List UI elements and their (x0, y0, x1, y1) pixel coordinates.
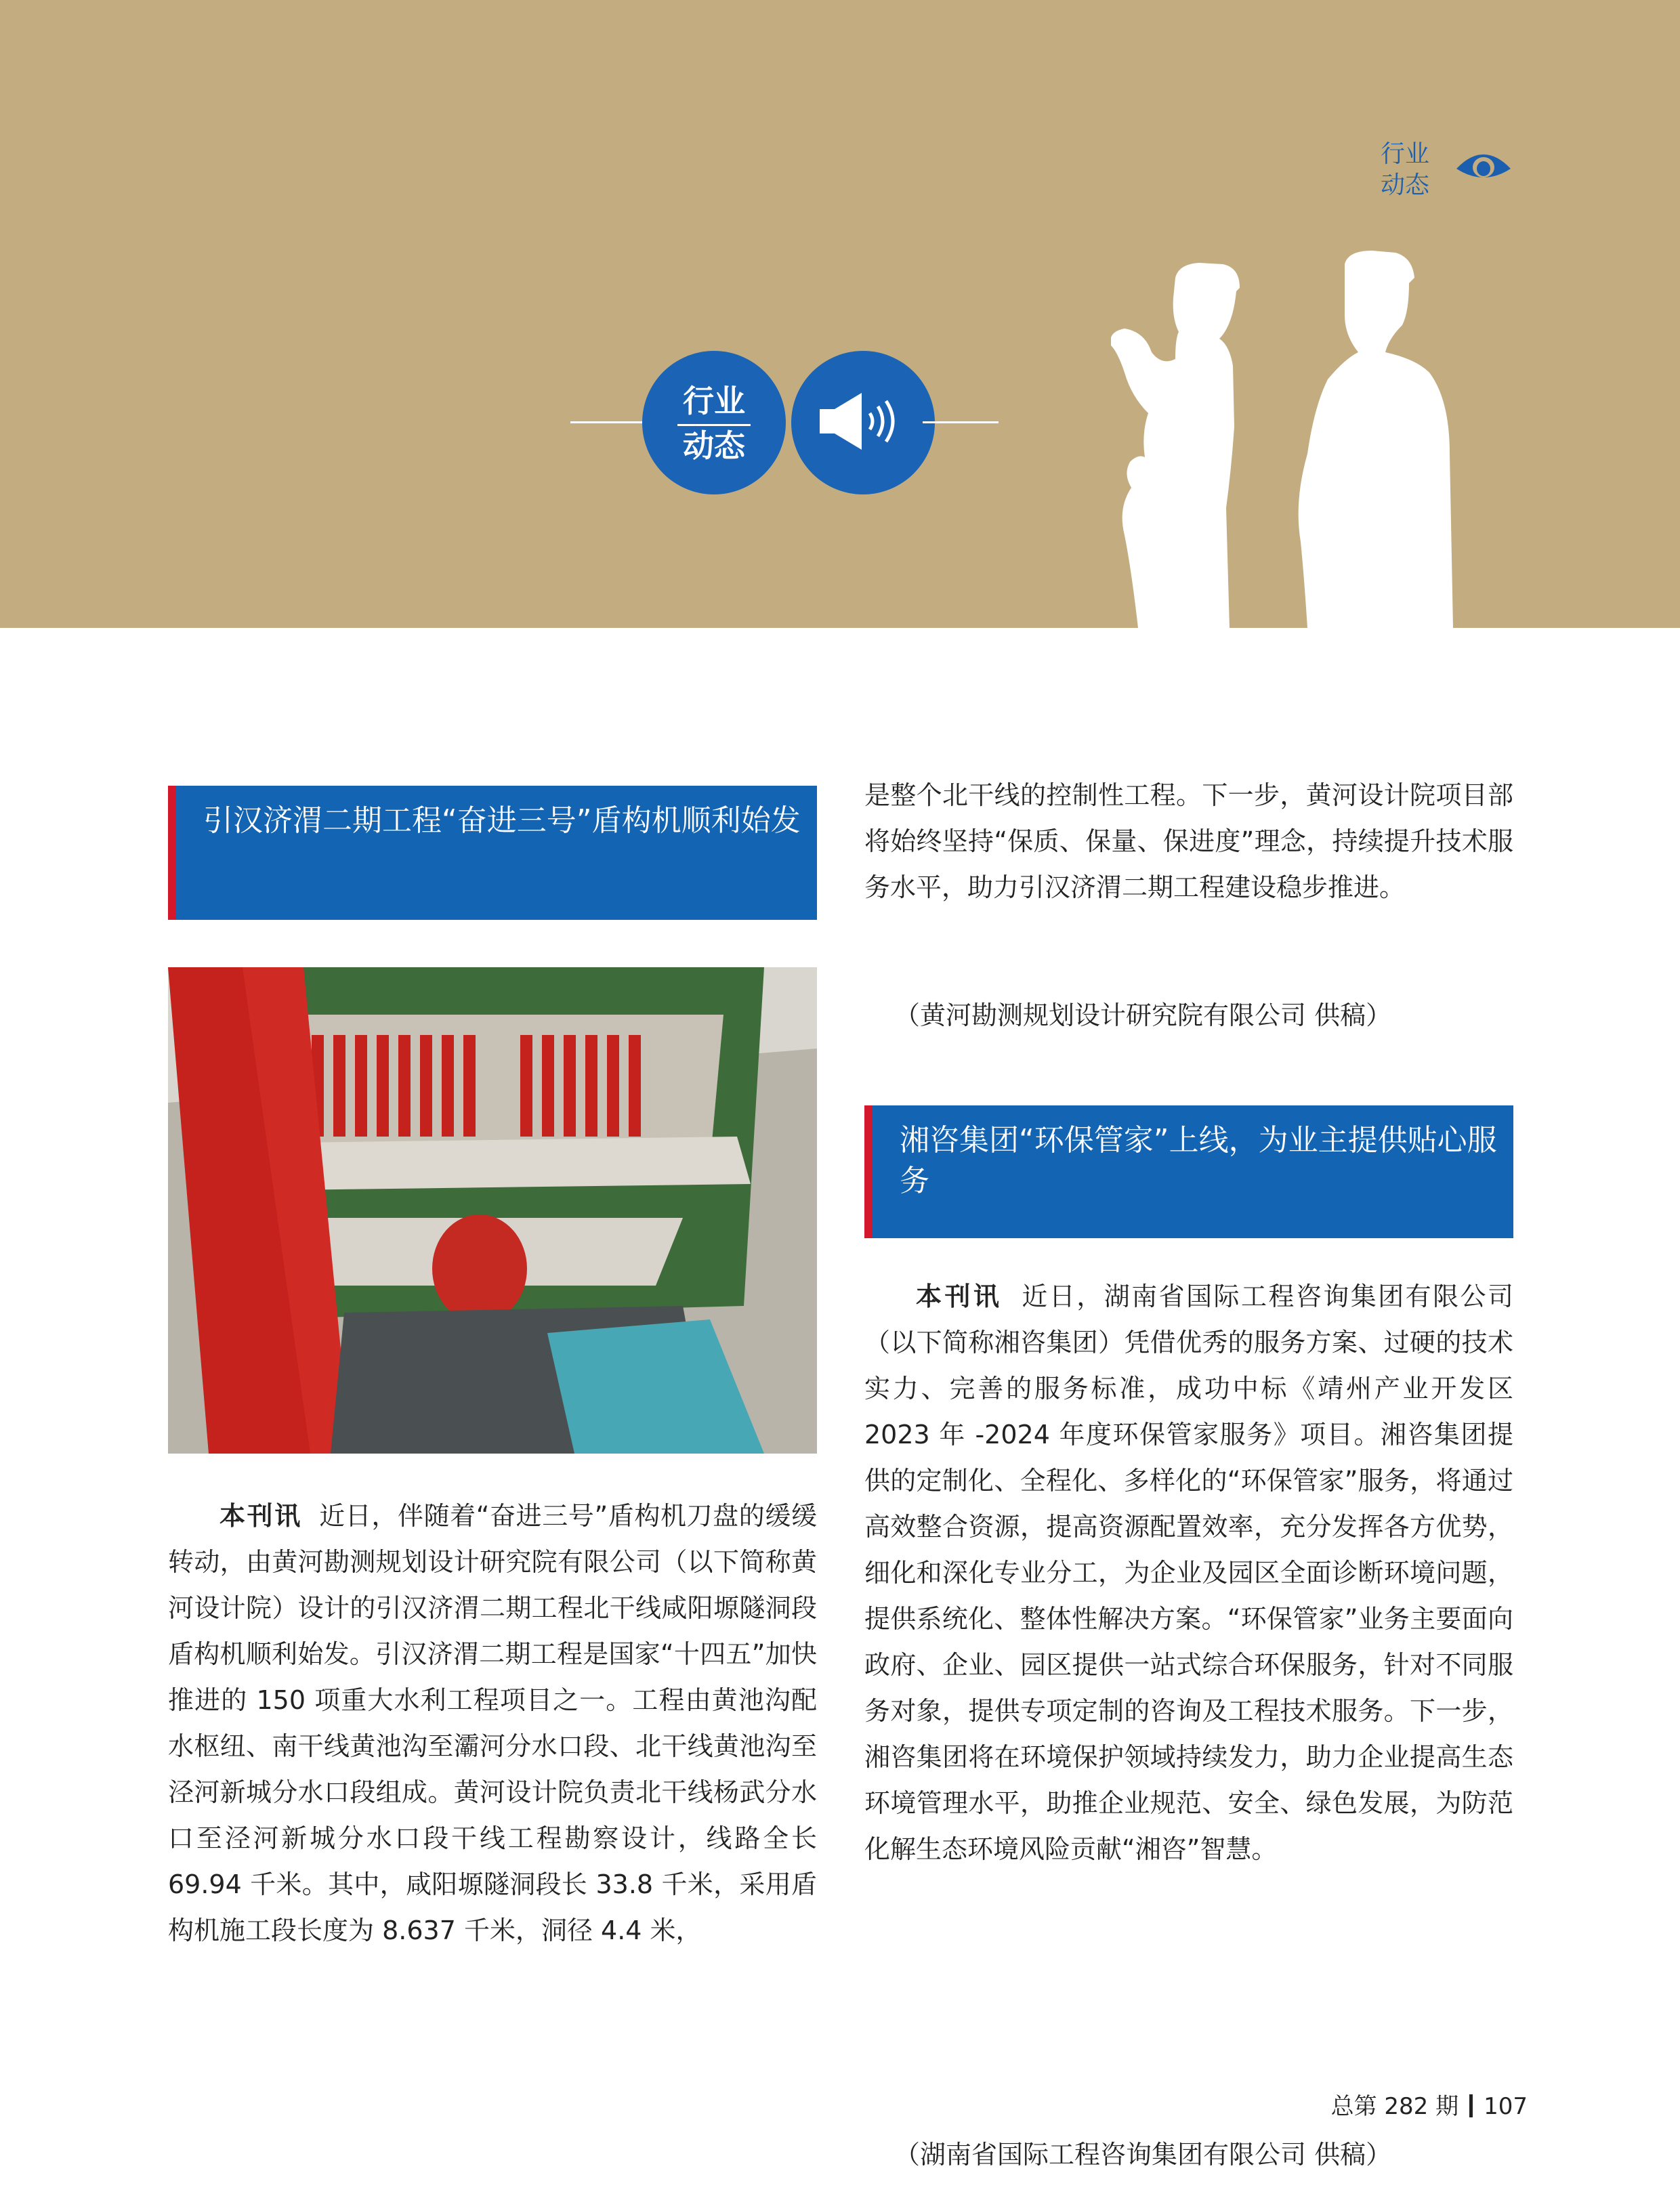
article2-title: 湘咨集团“环保管家”上线，为业主提供贴心服务 (864, 1105, 1513, 1238)
corner-tag-line2: 动态 (1381, 171, 1430, 199)
issue-number: 总第 282 期 (1330, 2093, 1459, 2120)
badge-line1: 行业 (683, 383, 745, 419)
article2-body (864, 1273, 1513, 1872)
construction-photo (168, 967, 817, 1454)
article1-body (168, 1493, 817, 1953)
article2-text: 近日，湖南省国际工程咨询集团有限公司（以下简称湘咨集团）凭借优秀的服务方案、过硬的技术实力、完善的服务标准，成功中标《靖州产业开发区 2023 年 -2024 年度环保管家服务》项目。湘咨集团提供的定制化、全程化、多样化的“环保管家”服务，将通过高效整合资源，提高资源配置效率，充分发挥各方优势，细化和深化专业分工，为企业及园区全面诊断环境问题，提供系统化、整体性解决方案。“环保管家”业务主要面向政府、企业、园区提供一站式综合环保服务，针对不同服务对象，提供专项定制的咨询及工程技术服务。下一步，湘咨集团将在环境保护领域持续发力，助力企业提高生态环境管理水平，助推企业规范、安全、绿色发展，为防范化解生态环境风险贡献“湘咨”智慧。 (864, 1282, 1513, 1864)
article1-title: 引汉济渭二期工程“奋进三号”盾构机顺利始发 (168, 786, 817, 920)
section-corner-tag (1381, 139, 1516, 213)
page-footer (1331, 2088, 1528, 2121)
banner-rule-right (923, 421, 999, 423)
corner-tag-line1: 行业 (1381, 140, 1430, 168)
footer-divider (1469, 2094, 1473, 2117)
article1-lead: 本刊讯 (219, 1501, 302, 1531)
badge-divider (677, 424, 751, 426)
badge-line2: 动态 (683, 427, 745, 464)
eye-icon (1455, 148, 1512, 189)
speaker-badge (791, 351, 935, 494)
article1-credit: （黄河勘测规划设计研究院有限公司 供稿） (894, 1000, 1392, 1030)
article1-text: 近日，伴随着“奋进三号”盾构机刀盘的缓缓转动，由黄河勘测规划设计研究院有限公司（以下简称黄河设计院）设计的引汉济渭二期工程北干线咸阳塬隧洞段盾构机顺利始发。引汉济渭二期工程是国家“十四五”加快推进的 150 项重大水利工程项目之一。工程由黄池沟配水枢纽、南干线黄池沟至灞河分水口段、北干线黄池沟至泾河新城分水口段组成。黄河设计院负责北干线杨武分水口至泾河新城分水口段干线工程勘察设计，线路全长 69.94 千米。其中，咸阳塬隧洞段长 33.8 千米，采用盾构机施工段长度为 8.637 千米，洞径 4.4 米， (168, 1501, 817, 1945)
article2-lead: 本刊讯 (916, 1282, 1003, 1311)
page-number: 107 (1484, 2093, 1528, 2120)
article1-continued: 是整个北干线的控制性工程。下一步，黄河设计院项目部将始终坚持“保质、保量、保进度”理念，持续提升技术服务水平，助力引汉济渭二期工程建设稳步推进。 (864, 780, 1513, 902)
banner-rule-left (570, 421, 646, 423)
speaker-icon (791, 351, 935, 494)
workers-silhouette-image (1111, 251, 1517, 628)
article2-credit: （湖南省国际工程咨询集团有限公司 供稿） (894, 2140, 1392, 2170)
header-banner (0, 0, 1680, 628)
section-badge (642, 351, 786, 494)
